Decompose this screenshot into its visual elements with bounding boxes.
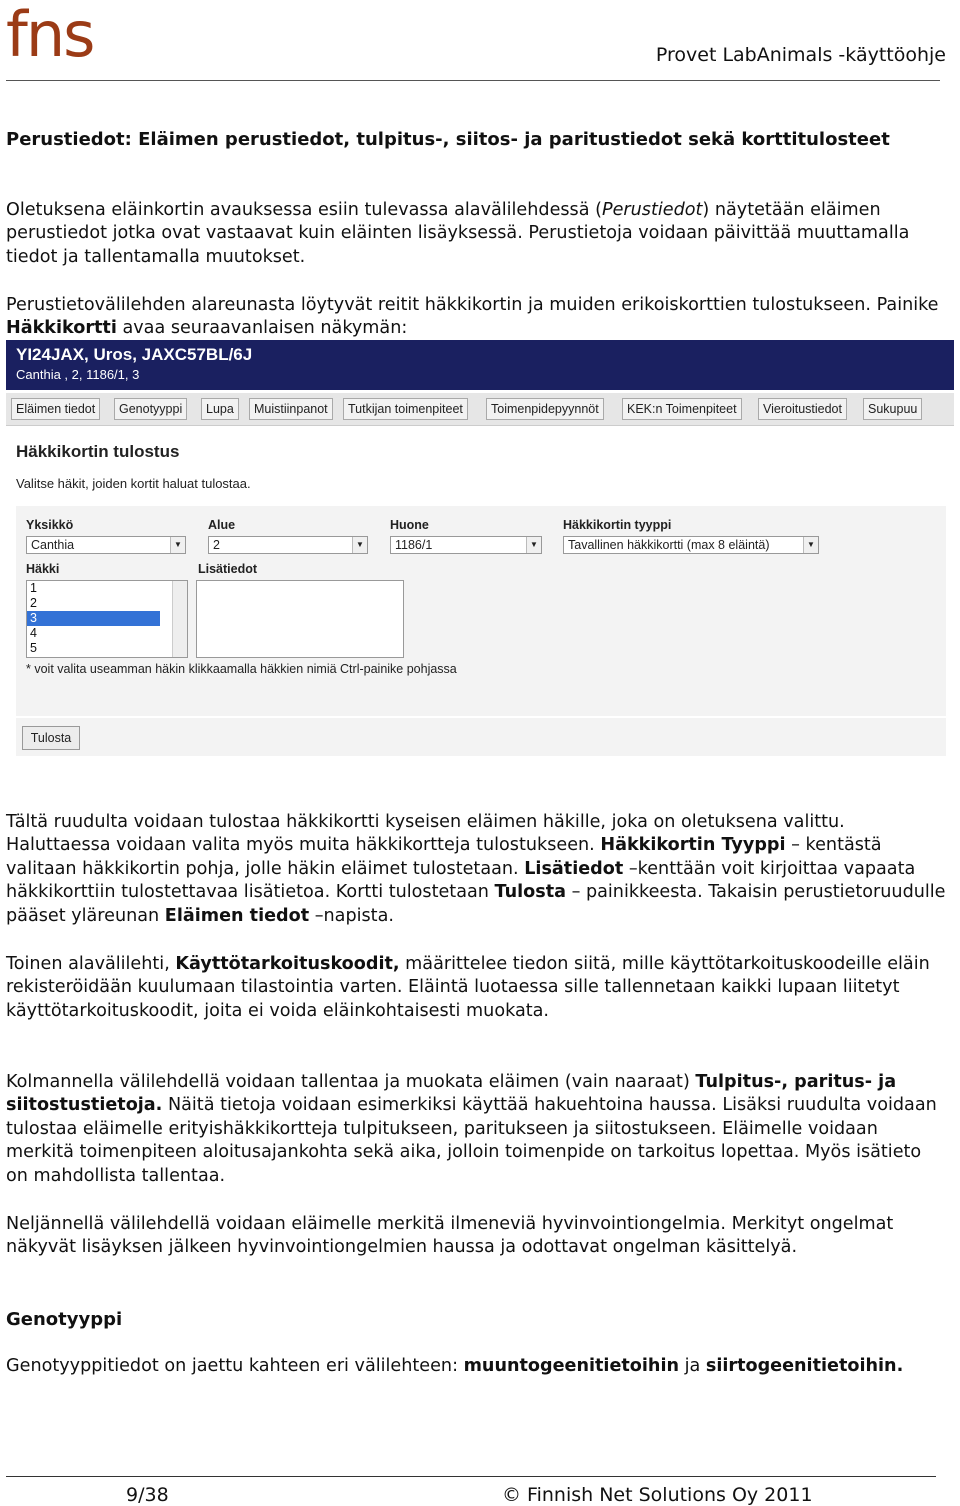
cage-listbox[interactable]	[26, 580, 188, 658]
paragraph-genotyyppi: Genotyyppitiedot on jaettu kahteen eri välilehteen: muuntogeenitietoihin ja siirtogeenitietoihin.	[6, 1356, 904, 1376]
fns-logo: fns	[6, 0, 94, 71]
select-alue[interactable]: 2 ▼	[208, 536, 368, 554]
list-item[interactable]: 5	[30, 641, 37, 655]
tab-vieroitustiedot[interactable]: Vieroitustiedot	[758, 398, 847, 420]
chevron-down-icon: ▼	[526, 537, 541, 553]
label-hakki: Häkki	[26, 562, 60, 576]
tab-muistiinpanot[interactable]: Muistiinpanot	[249, 398, 333, 420]
chevron-down-icon: ▼	[803, 537, 818, 553]
tab-toimenpidepyynnot[interactable]: Toimenpidepyynnöt	[486, 398, 604, 420]
section-heading: Perustiedot: Eläimen perustiedot, tulpitus-, siitos- ja paritustiedot sekä korttitulosteet	[6, 129, 890, 150]
label-lisatiedot: Lisätiedot	[198, 562, 258, 576]
section-heading-genotyyppi: Genotyyppi	[6, 1309, 123, 1330]
panel-title: Häkkikortin tulostus	[16, 442, 180, 461]
label-yksikko: Yksikkö	[26, 518, 74, 532]
document-title: Provet LabAnimals -käyttöohje	[655, 44, 946, 66]
label-hakkikortin-tyyppi: Häkkikortin tyyppi	[563, 518, 672, 532]
tab-lupa[interactable]: Lupa	[201, 398, 239, 420]
print-button[interactable]: Tulosta	[22, 726, 80, 750]
tab-kek-toimenpiteet[interactable]: KEK:n Toimenpiteet	[622, 398, 742, 420]
select-hakkikortin-tyyppi[interactable]: Tavallinen häkkikortti (max 8 eläintä) ▼	[563, 536, 819, 554]
tab-genotyyppi[interactable]: Genotyyppi	[114, 398, 187, 420]
print-form	[16, 506, 946, 716]
hakkikortti-screenshot	[6, 340, 954, 760]
chevron-down-icon: ▼	[170, 537, 185, 553]
paragraph-kayttotarkoituskoodit: Toinen alavälilehti, Käyttötarkoituskoodit, määrittelee tiedon siitä, mille käyttötarkoituskoodeille eläin rekisteröidään kuulumaan tilastointia varten. Eläintä luotaessa sille tallennetaan kaikki lupaan liitetyt käyttötarkoituskoodit, joita ei voida eläinkohtaisesti muokata.	[6, 954, 930, 1021]
chevron-down-icon: ▼	[352, 537, 367, 553]
footer-rule	[6, 1476, 936, 1477]
tab-bar	[6, 393, 954, 426]
selection-hint: * voit valita useamman häkin klikkaamalla häkkien nimiä Ctrl-painike pohjassa	[26, 662, 457, 676]
label-alue: Alue	[208, 518, 236, 532]
tab-tutkijan-toimenpiteet[interactable]: Tutkijan toimenpiteet	[343, 398, 468, 420]
paragraph-perustiedot: Oletuksena eläinkortin avauksessa esiin tulevassa alavälilehdessä (Perustiedot) näytetään eläimen perustiedot jotka ovat vastaavat kuin eläinten lisäyksessä. Perustietoja voidaan päivittää muuttamalla tiedot ja tallentamalla muutokset.	[6, 200, 910, 267]
header-rule	[6, 80, 940, 81]
select-yksikko[interactable]: Canthia ▼	[26, 536, 186, 554]
label-huone: Huone	[390, 518, 429, 532]
lisatiedot-textarea[interactable]	[196, 580, 404, 658]
paragraph-tulpitus: Kolmannella välilehdellä voidaan tallentaa ja muokata eläimen (vain naaraat) Tulpitus-, paritus- ja siitostustietoja. Näitä tietoja voidaan esimerkiksi käyttää hakuehtoina haussa. Lisäksi ruudulta voidaan tulostaa eläimelle erityishäkkikortteja tulpitukseen, paritukseen ja siitostukseen. Eläimelle voidaan merkitä toimenpiteen aloitusajankohta sekä aika, jolloin toimenpide on tarkoitus lopettaa. Myös isätieto on mahdollista tallentaa.	[6, 1072, 937, 1186]
paragraph-tulostus: Tältä ruudulta voidaan tulostaa häkkikortti kyseisen eläimen häkille, joka on oletuksena valittu. Haluttaessa voidaan valita myös muita häkkikortteja tulostukseen. Häkkikortin Tyyppi – kentästä valitaan häkkikortin pohja, jolle häkin eläimet tulostetaan. Lisätiedot –kenttään voit kirjoittaa vapaata häkkikorttiin tulostettavaa lisätietoa. Kortti tulostetaan Tulosta – painikkeesta. Takaisin perustietoruudulle pääset yläreunan Eläimen tiedot –napista.	[6, 812, 946, 926]
copyright: © Finnish Net Solutions Oy 2011	[502, 1484, 813, 1506]
animal-header-bar	[6, 340, 954, 390]
animal-title: YI24JAX, Uros, JAXC57BL/6J	[16, 345, 253, 364]
scrollbar[interactable]	[172, 581, 187, 657]
button-area	[16, 718, 946, 756]
list-item[interactable]: 1	[30, 581, 37, 595]
paragraph-reitit: Perustietovälilehden alareunasta löytyvät reitit häkkikortin ja muiden erikoiskorttien tulostukseen. Painike Häkkikortti avaa seuraavanlaisen näkymän:	[6, 295, 939, 339]
animal-location: Canthia , 2, 1186/1, 3	[16, 367, 140, 382]
tab-sukupuu[interactable]: Sukupuu	[863, 398, 922, 420]
list-item[interactable]: 2	[30, 596, 37, 610]
list-item[interactable]: 4	[30, 626, 37, 640]
list-item-selected[interactable]: 3	[27, 611, 160, 626]
paragraph-hyvinvointi: Neljännellä välilehdellä voidaan eläimelle merkitä ilmeneviä hyvinvointiongelmia. Merkityt ongelmat näkyvät lisäyksen jälkeen hyvinvointiongelmien haussa ja odottavat ongelman käsittelyä.	[6, 1214, 894, 1258]
page-number: 9/38	[126, 1484, 169, 1506]
panel-instructions: Valitse häkit, joiden kortit haluat tulostaa.	[16, 476, 251, 491]
select-huone[interactable]: 1186/1 ▼	[390, 536, 542, 554]
tab-elaimen-tiedot[interactable]: Eläimen tiedot	[11, 398, 100, 420]
